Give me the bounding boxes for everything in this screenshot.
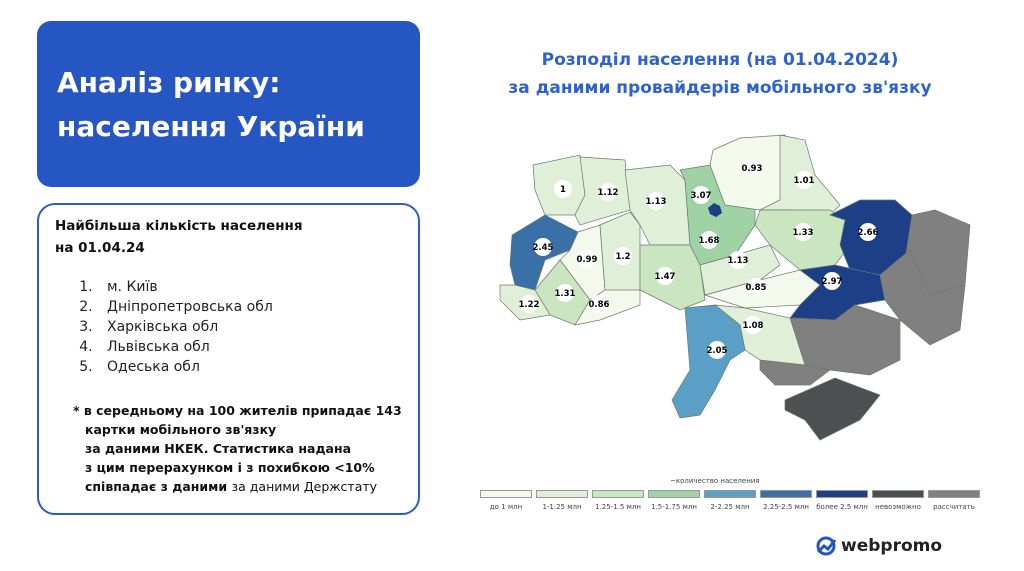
value-label-zhytomyr: 1.13	[645, 197, 667, 207]
logo-text: webpromo	[841, 536, 943, 556]
legend-label: 1.25-1.5 млн	[595, 503, 641, 511]
legend-label: 2.25-2.5 млн	[763, 503, 809, 511]
footnote-line: картки мобільного зв'язку	[85, 422, 277, 437]
hero-title-line2: населення України	[57, 110, 365, 143]
value-label-cherkasy: 1.13	[727, 256, 749, 266]
legend-item	[648, 490, 700, 511]
region-odesa	[672, 305, 745, 418]
value-label-khmelnytskyi: 1.2	[615, 252, 631, 262]
legend-item	[928, 490, 980, 511]
value-label-vinnytsia: 1.47	[654, 272, 676, 282]
legend	[480, 490, 980, 511]
legend-item	[760, 490, 812, 511]
value-label-ivano_frankivsk: 1.31	[554, 289, 576, 299]
list-item: 2. Дніпропетровська обл	[97, 297, 418, 317]
value-label-sumy: 1.01	[793, 176, 815, 186]
value-label-poltava: 1.33	[792, 228, 814, 238]
legend-swatch	[816, 490, 868, 498]
value-label-chernihiv: 0.93	[741, 164, 763, 174]
list-item: 3. Харківська обл	[97, 317, 418, 337]
hero-title-line1: Аналіз ринку:	[57, 66, 281, 99]
value-label-kirovohrad: 0.85	[745, 283, 767, 293]
value-label-kyiv_obl: 1.68	[698, 236, 720, 246]
legend-item	[704, 490, 756, 511]
list-item: 4. Львівська обл	[97, 337, 418, 357]
value-label-ternopil: 0.99	[576, 255, 598, 265]
legend-swatch	[592, 490, 644, 498]
legend-swatch	[872, 490, 924, 498]
legend-label: 1-1.25 млн	[542, 503, 582, 511]
map-title-line1: Розподіл населення (на 01.04.2024)	[541, 50, 899, 70]
legend-label: более 2.5 млн	[816, 503, 868, 511]
legend-title: ~количество населения	[670, 477, 760, 485]
value-label-odesa: 2.05	[706, 346, 728, 356]
card-heading-line1: Найбільша кількість населення	[55, 218, 303, 234]
legend-label: до 1 млн	[489, 503, 523, 511]
legend-item	[480, 490, 532, 511]
value-label-zakarpattia: 1.22	[518, 300, 540, 310]
footnote-line: * в середньому на 100 жителів припадає 143	[73, 403, 402, 418]
legend-label: рассчитать	[933, 503, 975, 511]
legend-item	[816, 490, 868, 511]
legend-item	[536, 490, 588, 511]
legend-label: 1.5-1.75 млн	[651, 503, 697, 511]
footnote-line: за даними НКЕК. Статистика надана	[85, 441, 352, 456]
list-item: 1. м. Київ	[97, 277, 418, 297]
footnote-source: за даними Держстату	[231, 479, 378, 494]
value-label-rivne: 1.12	[597, 188, 619, 198]
value-label-chernivtsi: 0.86	[588, 300, 610, 310]
legend-item	[872, 490, 924, 511]
legend-swatch	[648, 490, 700, 498]
value-label-kharkiv: 2.66	[857, 228, 879, 238]
value-label-lviv: 2.45	[532, 243, 554, 253]
card-heading-line2: на 01.04.24	[55, 240, 145, 256]
legend-swatch	[480, 490, 532, 498]
logo-icon	[815, 535, 837, 557]
footnote-text: співпадає з даними	[85, 479, 228, 494]
legend-swatch	[704, 490, 756, 498]
map-title-line2: за даними провайдерів мобільного зв'язку	[508, 78, 932, 98]
legend-swatch	[536, 490, 588, 498]
webpromo-logo	[815, 535, 942, 557]
legend-label: невозможно	[875, 503, 921, 511]
footnote-line: з цим перерахунком і з похибкою <10%	[85, 460, 375, 475]
legend-swatch	[928, 490, 980, 498]
legend-label: 2-2.25 млн	[710, 503, 750, 511]
legend-swatch	[760, 490, 812, 498]
legend-item	[592, 490, 644, 511]
value-label-mykolaiv: 1.08	[742, 321, 764, 331]
list-item: 5. Одеська обл	[97, 357, 418, 377]
region-crimea	[785, 378, 880, 440]
value-label-dnipro: 2.97	[821, 277, 843, 287]
value-label-kyiv_city: 3.07	[690, 191, 712, 201]
value-label-volyn: 1	[560, 185, 566, 195]
